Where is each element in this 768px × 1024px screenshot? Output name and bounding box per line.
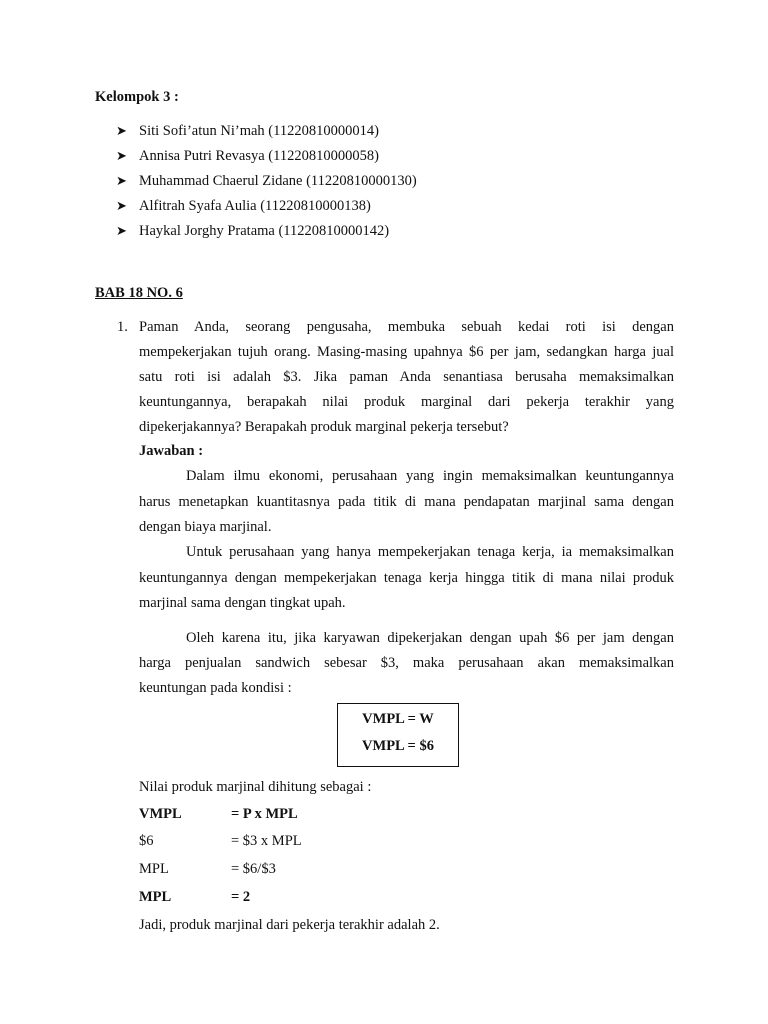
answer-label: Jawaban :: [139, 443, 204, 459]
calc-right: = $6/$3: [231, 861, 276, 877]
calc-left: MPL: [139, 889, 172, 905]
paragraph-line: Untuk perusahaan yang hanya mempekerjakan tenaga kerja, ia memaksimalkan: [186, 544, 674, 560]
calc-intro: Nilai produk marjinal dihitung sebagai :: [139, 779, 372, 795]
condition-box: [337, 703, 459, 767]
question-line: Paman Anda, seorang pengusaha, membuka sebuah kedai roti isi dengan: [139, 319, 674, 335]
paragraph-line: marjinal sama dengan tingkat upah.: [139, 595, 346, 611]
member-name: Annisa Putri Revasya (11220810000058): [139, 148, 379, 164]
box-equation: VMPL = $6: [362, 738, 434, 754]
calc-left: VMPL: [139, 806, 182, 822]
calc-right: = $3 x MPL: [231, 833, 302, 849]
calc-left: MPL: [139, 861, 169, 877]
question-line: keuntungannya, berapakah nilai produk marginal dari pekerja terakhir yang: [139, 394, 674, 410]
paragraph-line: harga penjualan sandwich sebesar $3, maka perusahaan akan memaksimalkan: [139, 655, 674, 671]
conclusion: Jadi, produk marjinal dari pekerja terakhir adalah 2.: [139, 917, 440, 933]
arrow-bullet-icon: ➤: [116, 123, 127, 138]
paragraph-line: dengan biaya marjinal.: [139, 519, 272, 535]
calc-left: $6: [139, 833, 154, 849]
arrow-bullet-icon: ➤: [116, 198, 127, 213]
arrow-bullet-icon: ➤: [116, 223, 127, 238]
member-name: Muhammad Chaerul Zidane (11220810000130): [139, 173, 417, 189]
paragraph-line: keuntungannya dengan mempekerjakan tenaga kerja hingga titik di mana nilai produk: [139, 570, 674, 586]
box-equation: VMPL = W: [362, 711, 434, 727]
question-line: dipekerjakannya? Berapakah produk marginal pekerja tersebut?: [139, 419, 509, 435]
group-title: Kelompok 3 :: [95, 89, 179, 105]
section-heading: BAB 18 NO. 6: [95, 285, 183, 301]
member-name: Haykal Jorghy Pratama (11220810000142): [139, 223, 390, 239]
paragraph-line: harus menetapkan kuantitasnya pada titik di mana pendapatan marjinal sama dengan: [139, 494, 674, 510]
paragraph-line: Dalam ilmu ekonomi, perusahaan yang ingin memaksimalkan keuntungannya: [186, 468, 674, 484]
member-name: Alfitrah Syafa Aulia (11220810000138): [139, 198, 371, 214]
question-line: satu roti isi adalah $3. Jika paman Anda senantiasa berusaha memaksimalkan: [139, 369, 674, 385]
paragraph-line: keuntungan pada kondisi :: [139, 680, 292, 696]
arrow-bullet-icon: ➤: [116, 148, 127, 163]
paragraph-line: Oleh karena itu, jika karyawan dipekerjakan dengan upah $6 per jam dengan: [186, 630, 674, 646]
question-line: mempekerjakan tujuh orang. Masing-masing upahnya $6 per jam, sedangkan harga jual: [139, 344, 674, 360]
arrow-bullet-icon: ➤: [116, 173, 127, 188]
member-name: Siti Sofi’atun Ni’mah (11220810000014): [139, 123, 379, 139]
calc-right: = P x MPL: [231, 806, 298, 822]
question-number: 1.: [117, 319, 128, 335]
calc-right: = 2: [231, 889, 251, 905]
